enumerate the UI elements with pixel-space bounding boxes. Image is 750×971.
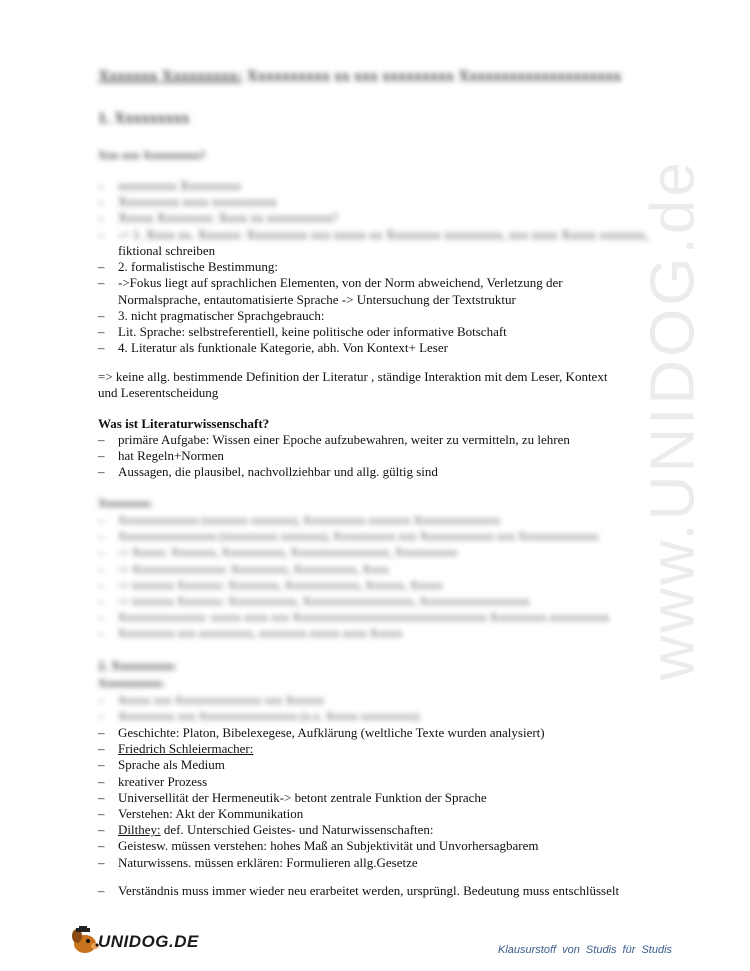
hermeneutik-list [98, 725, 545, 871]
list-item: – 3. nicht pragmatischer Sprachgebrauch: [98, 307, 325, 323]
list-item: – Friedrich Schleiermacher: [98, 741, 254, 757]
list-item: – Geistesw. müssen verstehen: hohes Maß an Subjektivität und Unvorhersagbarem [98, 838, 539, 854]
obscured-subheading: Xxxxxxxx: [98, 496, 153, 510]
obscured-section2-heading: 2. Xxxxxxxxx: [98, 658, 177, 673]
list-item: – kreativer Prozess [98, 773, 208, 789]
section-heading-obscured: 1. Xxxxxxxxx [98, 110, 190, 127]
list-item: – Lit. Sprache: selbstreferentiell, keine politische oder informative Botschaft [98, 324, 507, 340]
lw-heading: Was ist Literaturwissenschaft? [98, 416, 270, 431]
list-item: – primäre Aufgabe: Wissen einer Epoche aufzubewahren, weiter zu vermitteln, zu lehren [98, 432, 570, 447]
list-item: – 2. formalistische Bestimmung: [98, 259, 278, 275]
conclusion-line: => keine allg. bestimmende Definition der Literatur , ständige Interaktion mit dem Leser, Kontext [98, 369, 608, 384]
definition-list [98, 243, 563, 356]
watermark [628, 159, 718, 681]
list-item: – Naturwissens. müssen erklären: Formulieren allg.Gesetze [98, 854, 418, 870]
list-item: fiktional schreiben [118, 243, 216, 258]
obscured-list-1: – xxxxxxxxx Xxxxxxxxx – Xxxxxxxxx xxxx xxxxxxxxxx – Xxxxx Xxxxxxxx: Xxxx xx xxxxxxxxxx? – -> 1. Xxxx xx. Xxxxxx: Xxxxxxxxx xxx xxxxx xx Xxxxxxxx xxxxxxxxx, xxx xxxx Xxxxx xxxxxxx, [98, 178, 649, 242]
list-item: – hat Regeln+Normen [98, 448, 224, 464]
watermark-text: www.UNIDOG.de [638, 159, 708, 681]
obscured-list-3: – Xxxxx xxx Xxxxxxxxxxxxxx xxx Xxxxxx – Xxxxxxxxx xxx Xxxxxxxxxxxxxxxx (x.x. Xxxxx xxxxxxxxx) [98, 693, 419, 724]
footer-tagline: Klausurstoff von Studis für Studis [498, 944, 673, 956]
list-item: – Aussagen, die plausibel, nachvollziehbar und allg. gültig sind [98, 464, 438, 480]
lw-list [98, 432, 570, 481]
list-item: – 4. Literatur als funktionale Kategorie, abh. Von Kontext+ Leser [98, 340, 448, 356]
obscured-section2-sub: Xxxxxxxxxx: [98, 676, 165, 690]
list-item: – Verstehen: Akt der Kommunikation [98, 806, 304, 822]
logo-text: UNIDOG.DE [98, 932, 199, 951]
obscured-list-2: – Xxxxxxxxxxxxx (xxxxxxx xxxxxxx), Xxxxxxxxxx xxxxxxx Xxxxxxxxxxxxxx – Xxxxxxxxxxxxxxxx (xxxxxxxxx xxxxxxx), Xxxxxxxxxx xxx Xxxxxxxxxxxx xxx Xxxxxxxxxxxxx – -> Xxxxx: Xxxxxxx, Xxxxxxxxxx, Xxxxxxxxxxxxxxxx, Xxxxxxxxxx – -> Xxxxxxxxxxxxxxx: Xxxxxxxxx, Xxxxxxxxxx, Xxxx – -> xxxxxxx Xxxxxxx: Xxxxxxxx, Xxxxxxxxxxxx, Xxxxxx, Xxxxx – -> xxxxxxx Xxxxxxx: Xxxxxxxxxxx, Xxxxxxxxxxxxxxxxxx, Xxxxxxxxxxxxxxxxxx – Xxxxxxxxxxxxxx: xxxxx xxxx xxx Xxxxxxxxxxxxxxxxxxxxxxxxxxxxxxxx Xxxxxxxxx xxxxxxxxxx – Xxxxxxxxx xxx xxxxxxxxx, xxxxxxxx xxxxx xxxx Xxxxx [98, 513, 610, 641]
dog-icon [68, 926, 102, 956]
list-item: – Verständnis muss immer wieder neu erarbeitet werden, ursprüngl. Bedeutung muss entschlüsselt [98, 883, 620, 898]
list-item: – ->Fokus liegt auf sprachlichen Elementen, von der Norm abweichend, Verletzung der [98, 275, 563, 291]
final-list [98, 883, 619, 899]
subheading-obscured: Xxx xxx Xxxxxxxxx? [98, 148, 206, 162]
list-item: – Sprache als Medium [98, 757, 225, 773]
conclusion-line: und Leserentscheidung [98, 385, 219, 401]
document-title-obscured: Xxxxxxx Xxxxxxxxx: Xxxxxxxxxx xx xxx xxxxxxxxx Xxxxxxxxxxxxxxxxxxxx [98, 68, 622, 85]
unidog-logo[interactable] [60, 922, 199, 962]
list-item: Normalsprache, entautomatisierte Sprache -> Untersuchung der Textstruktur [118, 291, 516, 307]
conclusion-paragraph [98, 369, 658, 401]
list-item: – Universellität der Hermeneutik-> betont zentrale Funktion der Sprache [98, 789, 487, 805]
list-item: – Dilthey: def. Unterschied Geistes- und Naturwissenschaften: [98, 822, 434, 838]
list-item: – Geschichte: Platon, Bibelexegese, Aufklärung (weltliche Texte wurden analysiert) [98, 725, 545, 740]
